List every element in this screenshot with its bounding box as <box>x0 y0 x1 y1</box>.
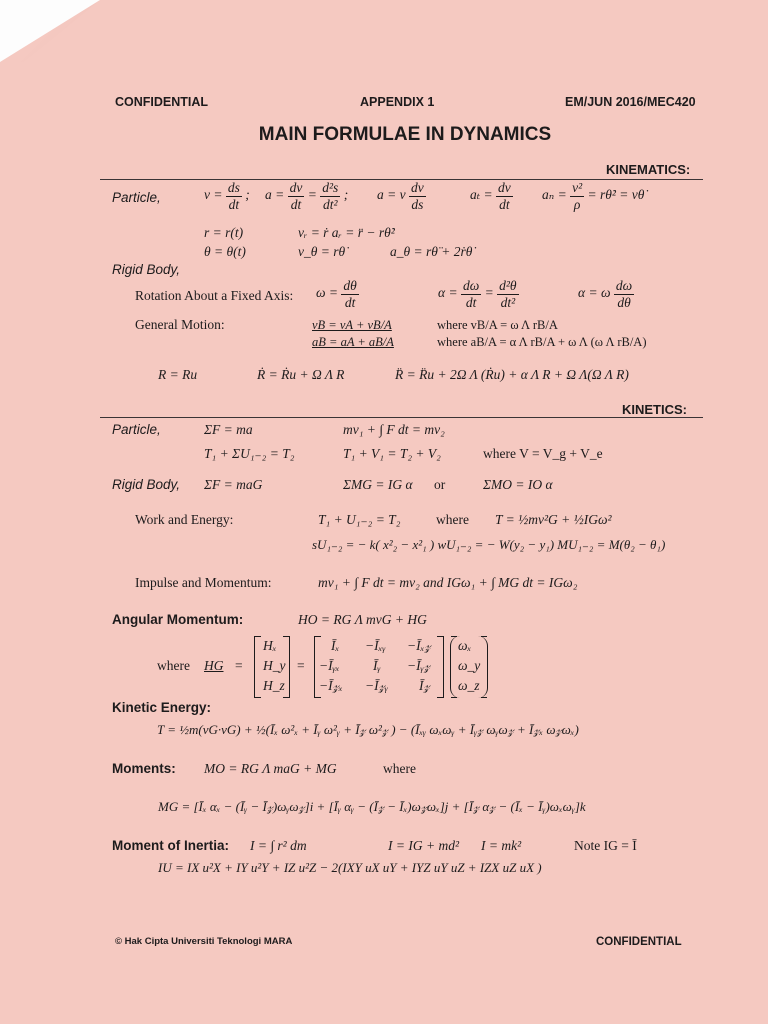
m12: −Īₓᵧ <box>365 638 386 653</box>
h-vector <box>254 636 290 698</box>
work-terms: sU₁₋₂ = − k( x²₂ − x²₁ ) wU₁₋₂ = − W(y₂ − y₁) MU₁₋₂ = M(θ₂ − θ₁) <box>312 537 666 552</box>
inertia-integral: I = ∫ r² dm <box>250 838 307 853</box>
header-appendix: APPENDIX 1 <box>360 95 435 109</box>
omega-vector <box>450 636 488 698</box>
kinetic-energy-def: T = ½mv²G + ½IGω² <box>495 512 612 527</box>
a-den2: dt² <box>323 196 338 212</box>
work-where: where <box>436 512 469 527</box>
alpha-lhs: α = <box>438 285 458 301</box>
a-v-formula <box>377 180 426 212</box>
inertia-matrix <box>314 636 444 698</box>
kinetics-rule <box>100 417 703 418</box>
m11: Īₓ <box>331 638 340 653</box>
a2-den: ds <box>411 196 424 212</box>
moments-eq: MO = RG Λ maG + MG <box>204 761 337 776</box>
sum-force: ΣF = ma <box>204 422 253 437</box>
alpha2-frac <box>614 278 634 310</box>
hx: Hₓ <box>263 638 277 653</box>
m32: −Ī𝓏ᵧ <box>365 678 388 693</box>
alpha-frac1 <box>461 278 481 310</box>
angular-momentum-heading: Angular Momentum: <box>112 612 244 627</box>
inertia-note: Note IG = Ī <box>574 838 637 853</box>
alpha-formula <box>438 278 519 310</box>
conservation-energy: T₁ + V₁ = T₂ + V₂ <box>343 446 441 461</box>
wx: ωₓ <box>458 638 472 653</box>
kinetics-particle-label: Particle, <box>112 422 161 437</box>
sum-moment-o: ΣMO = IO α <box>483 477 553 492</box>
header-confidential: CONFIDENTIAL <box>115 95 209 109</box>
alpha2-num: dω <box>615 278 633 293</box>
impulse-momentum-eq: mv₁ + ∫ F dt = mv₂ and IGω₁ + ∫ MG dt = IGω₂ <box>318 575 578 590</box>
footer-confidential: CONFIDENTIAL <box>596 936 682 948</box>
sum-moment-g: ΣMG = IG α <box>343 477 413 492</box>
alpha-omega-formula <box>578 278 634 310</box>
rotation-label: Rotation About a Fixed Axis: <box>135 288 294 303</box>
a2-frac <box>409 180 426 212</box>
alpha2-lhs: α = ω <box>578 285 611 301</box>
v-den: dt <box>228 196 240 212</box>
a2-lhs: a = v <box>377 187 406 203</box>
alpha-num2: d²θ <box>499 278 517 293</box>
kinetics-rigid-label: Rigid Body, <box>112 477 181 492</box>
work-energy-label: Work and Energy: <box>135 512 234 527</box>
alpha-num1: dω <box>462 278 480 293</box>
a-eq: = <box>307 187 317 203</box>
alpha-den1: dt <box>465 294 477 310</box>
at-num: dv <box>497 180 511 195</box>
v-lhs: v = <box>204 187 223 203</box>
kinetic-energy-heading: Kinetic Energy: <box>112 700 212 715</box>
Rddot-formula: R̈ = R̈u + 2Ω Λ (Ṙu) + α Λ R + Ω Λ(Ω Λ R) <box>395 367 629 382</box>
alpha-den2: dt² <box>500 294 516 310</box>
semicolon: ; <box>245 187 250 203</box>
R-formula: R = Ru <box>158 367 198 382</box>
work-energy-eq: T₁ + U₁₋₂ = T₂ <box>318 512 401 527</box>
rigid-body-label: Rigid Body, <box>112 262 181 277</box>
hy: H_y <box>263 658 286 673</box>
acceleration-formula <box>265 180 348 212</box>
vr-ar-formula: vᵣ = ṙ aᵣ = r̈ − rθ̇² <box>298 225 395 240</box>
a-lhs: a = <box>265 187 285 203</box>
angular-where: where <box>157 658 190 673</box>
moments-where: where <box>383 761 416 776</box>
v-frac <box>226 180 242 212</box>
omega-den: dt <box>344 294 356 310</box>
eq-sign-2: = <box>297 658 305 673</box>
omega-formula <box>316 278 359 310</box>
alpha-frac2 <box>497 278 518 310</box>
at-formula <box>470 180 513 212</box>
radius-gyration: I = mk² <box>481 838 522 853</box>
omega-frac <box>341 278 358 310</box>
m23: −Īᵧ𝓏 <box>407 658 430 673</box>
v-num: ds <box>227 180 240 195</box>
at-den: dt <box>499 196 510 212</box>
an-num: v² <box>572 180 583 195</box>
a-num2: d²s <box>322 180 339 195</box>
particle-impulse: mv₁ + ∫ F dt = mv₂ <box>343 422 445 437</box>
m13: −Īₓ𝓏 <box>407 638 431 653</box>
velocity-formula <box>204 180 250 212</box>
a-den1: dt <box>290 196 302 212</box>
general-motion-label: General Motion: <box>135 317 225 332</box>
omega-num: dθ <box>343 278 357 293</box>
parallel-axis: I = IG + md² <box>388 838 460 853</box>
header-code: EM/JUN 2016/MEC420 <box>565 95 696 109</box>
a2-num: dv <box>410 180 424 195</box>
or-text: or <box>434 477 446 492</box>
iu-formula: IU = IX u²X + IY u²Y + IZ u²Z − 2(IXY uX uY + IYZ uY uZ + IZX uZ uX ) <box>158 860 542 875</box>
vtheta-formula: v_θ = rθ̇ <box>298 244 346 259</box>
an-lhs: aₙ = <box>542 187 567 203</box>
potential-where: where V = V_g + V_e <box>483 446 603 461</box>
where-vba: where vB/A = ω Λ rB/A <box>437 318 558 332</box>
omega-lhs: ω = <box>316 285 339 301</box>
moments-heading: Moments: <box>112 761 176 776</box>
wz: ω_z <box>458 678 480 693</box>
page-title: MAIN FORMULAE IN DYNAMICS <box>258 124 552 145</box>
m31: −Ī𝓏ₓ <box>319 678 343 693</box>
semicolon: ; <box>343 187 349 203</box>
eq-sign-1: = <box>235 658 243 673</box>
m21: −Īᵧₓ <box>319 658 340 673</box>
work-energy-particle: T₁ + ΣU₁₋₂ = T₂ <box>204 446 295 461</box>
a-frac2 <box>320 180 340 212</box>
hg-symbol: HG <box>204 658 224 673</box>
kinematics-heading: KINEMATICS: <box>606 162 691 177</box>
Rdot-formula: Ṙ = Ṙu + Ω Λ R <box>257 367 345 382</box>
an-frac <box>570 180 584 212</box>
m33: Ī𝓏 <box>419 678 430 693</box>
r-of-t: r = r(t) <box>204 225 244 240</box>
kinetic-energy-eq: T = ½m(vG·vG) + ½(Īₓ ω²ₓ + Īᵧ ω²ᵧ + Ī𝓏 ω²𝓏 ) − (Īₓᵧ ωₓωᵧ + Īᵧ𝓏 ωᵧω𝓏 + Ī𝓏ₓ ω𝓏ωₓ) <box>157 722 579 737</box>
mg-components: MG = [Īₓ αₓ − (Īᵧ − Ī𝓏)ωᵧω𝓏]i + [Īᵧ αᵧ − (Ī𝓏 − Īₓ)ω𝓏ωₓ]j + [Ī𝓏 α𝓏 − (Īₓ − Īᵧ)ωₓωᵧ]k <box>158 799 586 814</box>
at-lhs: aₜ = <box>470 187 493 203</box>
atheta-formula: a_θ = rθ̈ + 2ṙθ̇ <box>390 244 473 259</box>
hz: H_z <box>263 678 285 693</box>
a-num1: dv <box>289 180 303 195</box>
impulse-momentum-label: Impulse and Momentum: <box>135 575 272 590</box>
ab-formula: aB = aA + aB/A <box>312 335 394 349</box>
footer-copyright: © Hak Cipta Universiti Teknologi MARA <box>115 936 293 947</box>
an-den: ρ <box>573 196 581 212</box>
particle-label: Particle, <box>112 190 161 205</box>
kinetics-heading: KINETICS: <box>622 402 687 417</box>
where-aba: where aB/A = α Λ rB/A + ω Λ (ω Λ rB/A) <box>437 335 647 349</box>
alpha-eq: = <box>484 285 494 301</box>
m22: Īᵧ <box>373 658 381 673</box>
alpha2-den: dθ <box>617 294 631 310</box>
wy: ω_y <box>458 658 481 673</box>
sum-force-rigid: ΣF = maG <box>204 477 263 492</box>
at-frac <box>496 180 513 212</box>
angular-momentum-eq: HO = RG Λ mvG + HG <box>298 612 427 627</box>
theta-of-t: θ = θ(t) <box>204 244 246 259</box>
a-frac1 <box>288 180 305 212</box>
vb-formula: vB = vA + vB/A <box>312 318 392 332</box>
an-rhs: = rθ̇² = vθ̇ <box>587 187 645 203</box>
moment-inertia-heading: Moment of Inertia: <box>112 838 229 853</box>
an-formula <box>542 180 644 212</box>
